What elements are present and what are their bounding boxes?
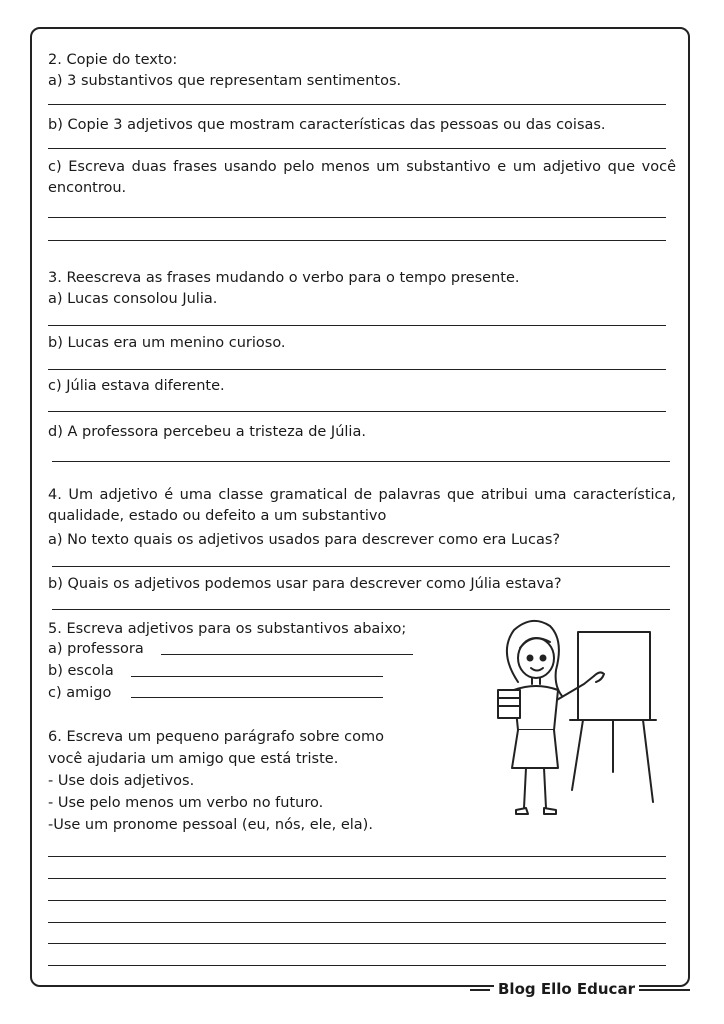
question-2a: a) 3 substantivos que representam sentimentos. xyxy=(48,73,402,89)
answer-line-5a[interactable] xyxy=(161,654,413,655)
question-6-title: 6. Escreva um pequeno parágrafo sobre como xyxy=(48,729,385,745)
footer-rule-right xyxy=(636,989,690,991)
question-3-title: 3. Reescreva as frases mudando o verbo para o tempo presente. xyxy=(48,270,520,286)
answer-line-6-4[interactable] xyxy=(48,922,666,923)
question-4b: b) Quais os adjetivos podemos usar para descrever como Júlia estava? xyxy=(48,576,562,592)
easel-board-icon xyxy=(578,632,650,720)
answer-line-6-1[interactable] xyxy=(48,856,666,857)
question-3c: c) Júlia estava diferente. xyxy=(48,378,225,394)
answer-line-6-3[interactable] xyxy=(48,900,666,901)
question-3b: b) Lucas era um menino curioso. xyxy=(48,335,286,351)
books-icon xyxy=(498,690,520,718)
question-2c: c) Escreva duas frases usando pelo menos um substantivo e um adjetivo que você encontrou. xyxy=(48,159,676,196)
question-6-rule-3: -Use um pronome pessoal (eu, nós, ele, ela). xyxy=(48,817,373,833)
question-5-title: 5. Escreva adjetivos para os substantivos abaixo; xyxy=(48,621,407,637)
answer-line-2c-1[interactable] xyxy=(48,217,666,218)
teacher-with-easel-illustration xyxy=(488,612,668,822)
answer-line-2c-2[interactable] xyxy=(48,240,666,241)
question-2b: b) Copie 3 adjetivos que mostram características das pessoas ou das coisas. xyxy=(48,117,606,133)
question-4-intro: 4. Um adjetivo é uma classe gramatical de palavras que atribui uma característica, qualidade, estado ou defeito a um substantivo xyxy=(48,487,676,524)
answer-line-3a[interactable] xyxy=(48,325,666,326)
answer-line-6-2[interactable] xyxy=(48,878,666,879)
question-3a: a) Lucas consolou Julia. xyxy=(48,291,218,307)
question-5b: b) escola xyxy=(48,663,114,679)
question-5c: c) amigo xyxy=(48,685,112,701)
footer-brand[interactable]: Blog Ello Educar xyxy=(494,978,639,1000)
answer-line-6-5[interactable] xyxy=(48,943,666,944)
footer xyxy=(0,978,724,1000)
answer-line-3c[interactable] xyxy=(48,411,666,412)
question-6-rule-2: - Use pelo menos um verbo no futuro. xyxy=(48,795,324,811)
question-5a: a) professora xyxy=(48,641,144,657)
answer-line-4b[interactable] xyxy=(52,609,670,610)
question-6-rule-1: - Use dois adjetivos. xyxy=(48,773,195,789)
question-3d: d) A professora percebeu a tristeza de Júlia. xyxy=(48,424,366,440)
footer-rule-left xyxy=(470,989,490,991)
question-4a: a) No texto quais os adjetivos usados para descrever como era Lucas? xyxy=(48,532,561,548)
answer-line-2a[interactable] xyxy=(48,104,666,105)
answer-line-6-6[interactable] xyxy=(48,965,666,966)
answer-line-3b[interactable] xyxy=(48,369,666,370)
answer-line-2b[interactable] xyxy=(48,148,666,149)
answer-line-5c[interactable] xyxy=(131,697,383,698)
question-2-title: 2. Copie do texto: xyxy=(48,52,178,68)
answer-line-4a[interactable] xyxy=(52,566,670,567)
question-6-title-2: você ajudaria um amigo que está triste. xyxy=(48,751,339,767)
answer-line-5b[interactable] xyxy=(131,676,383,677)
answer-line-3d[interactable] xyxy=(52,461,670,462)
